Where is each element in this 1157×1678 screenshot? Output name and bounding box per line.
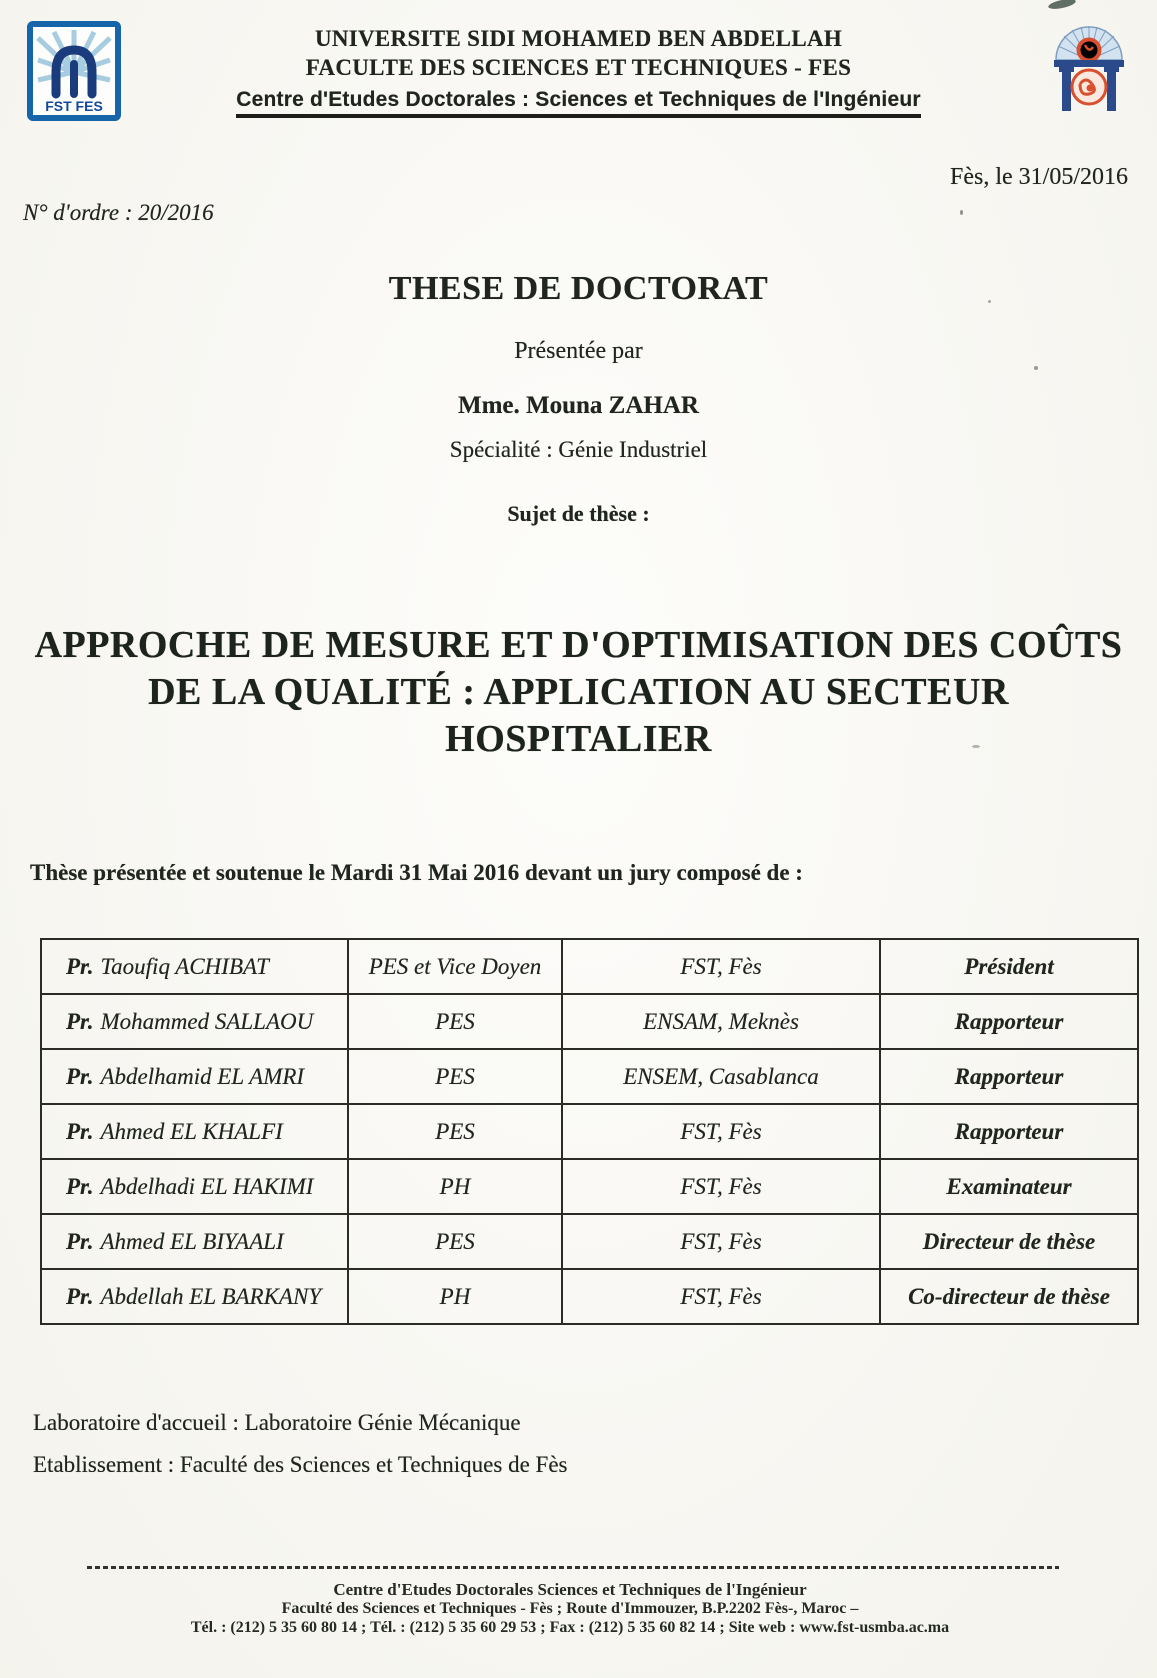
header-university: UNIVERSITE SIDI MOHAMED BEN ABDELLAH [314,26,843,51]
specialty-line: Spécialité : Génie Industriel [449,437,708,462]
jury-grade-cell: PES et Vice Doyen [348,939,562,994]
date-line: Fès, le 31/05/2016 [950,164,1128,190]
table-row [41,1159,1138,1214]
scan-speck [960,210,963,215]
presented-by-label: Présentée par [514,338,643,364]
table-row [41,1049,1138,1104]
jury-institution-cell: FST, Fès [562,1269,880,1324]
jury-institution-cell: ENSEM, Casablanca [562,1049,880,1104]
header-doctoral-center: Centre d'Etudes Doctorales : Sciences et Techniques de l'Ingénieur [0,88,1157,118]
thesis-title-line3: HOSPITALIER [445,718,712,760]
table-row [41,939,1138,994]
jury-grade-cell: PH [348,1269,562,1324]
jury-role-cell: Rapporteur [880,1104,1138,1159]
jury-grade-cell: PES [348,1049,562,1104]
document-type-title: THESE DE DOCTORAT [388,270,769,307]
jury-institution-cell: FST, Fès [562,1104,880,1159]
footer-dotted-divider [87,1566,1059,1569]
jury-name-cell: Pr. Abdelhamid EL AMRI [41,1049,348,1104]
jury-role-cell: Rapporteur [880,1049,1138,1104]
jury-grade-cell: PH [348,1159,562,1214]
footer-center-name: Centre d'Etudes Doctorales Sciences et Techniques de l'Ingénieur [333,1580,807,1599]
fst-fes-logo-text: FST FES [45,98,103,114]
header-faculty: FACULTE DES SCIENCES ET TECHNIQUES - FES [305,55,852,80]
footer-contact: Tél. : (212) 5 35 60 80 14 ; Tél. : (212) 5 35 60 29 53 ; Fax : (212) 5 35 60 82 14 ; Site web : www.fst-usmba.ac.ma [190,1619,950,1636]
jury-grade-cell: PES [348,1104,562,1159]
jury-intro: Thèse présentée et soutenue le Mardi 31 Mai 2016 devant un jury composé de : [30,860,803,885]
table-row [41,1269,1138,1324]
scan-speck [988,300,991,303]
establishment-line: Etablissement : Faculté des Sciences et Techniques de Fès [33,1452,568,1477]
scan-smudge [1047,0,1076,11]
jury-name-cell: Pr. Abdellah EL BARKANY [41,1269,348,1324]
subject-label: Sujet de thèse : [507,501,650,526]
table-row [41,1104,1138,1159]
jury-role-cell: Co-directeur de thèse [880,1269,1138,1324]
jury-name-cell: Pr. Ahmed EL BIYAALI [41,1214,348,1269]
jury-name-cell: Pr. Mohammed SALLAOU [41,994,348,1049]
jury-name-cell: Pr. Abdelhadi EL HAKIMI [41,1159,348,1214]
jury-role-cell: Président [880,939,1138,994]
author-name: Mme. Mouna ZAHAR [458,392,699,419]
jury-institution-cell: ENSAM, Meknès [562,994,880,1049]
jury-role-cell: Rapporteur [880,994,1138,1049]
jury-name-cell: Pr. Taoufiq ACHIBAT [41,939,348,994]
jury-role-cell: Examinateur [880,1159,1138,1214]
jury-role-cell: Directeur de thèse [880,1214,1138,1269]
scan-speck [1034,366,1038,370]
jury-name-cell: Pr. Ahmed EL KHALFI [41,1104,348,1159]
thesis-title-line1: APPROCHE DE MESURE ET D'OPTIMISATION DES COÛTS [34,624,1123,666]
jury-grade-cell: PES [348,1214,562,1269]
jury-institution-cell: FST, Fès [562,1159,880,1214]
jury-institution-cell: FST, Fès [562,1214,880,1269]
jury-institution-cell: FST, Fès [562,939,880,994]
footer-address: Faculté des Sciences et Techniques - Fès ; Route d'Immouzer, B.P.2202 Fès-, Maroc – [281,1600,859,1617]
thesis-title-line2: DE LA QUALITÉ : APPLICATION AU SECTEUR [148,671,1009,713]
jury-table [40,938,1139,1325]
order-number: N° d'ordre : 20/2016 [23,200,214,225]
table-row [41,1214,1138,1269]
scan-speck [972,745,980,748]
thesis-title [0,622,1157,763]
table-row [41,994,1138,1049]
jury-grade-cell: PES [348,994,562,1049]
host-laboratory-line: Laboratoire d'accueil : Laboratoire Génie Mécanique [33,1410,521,1435]
